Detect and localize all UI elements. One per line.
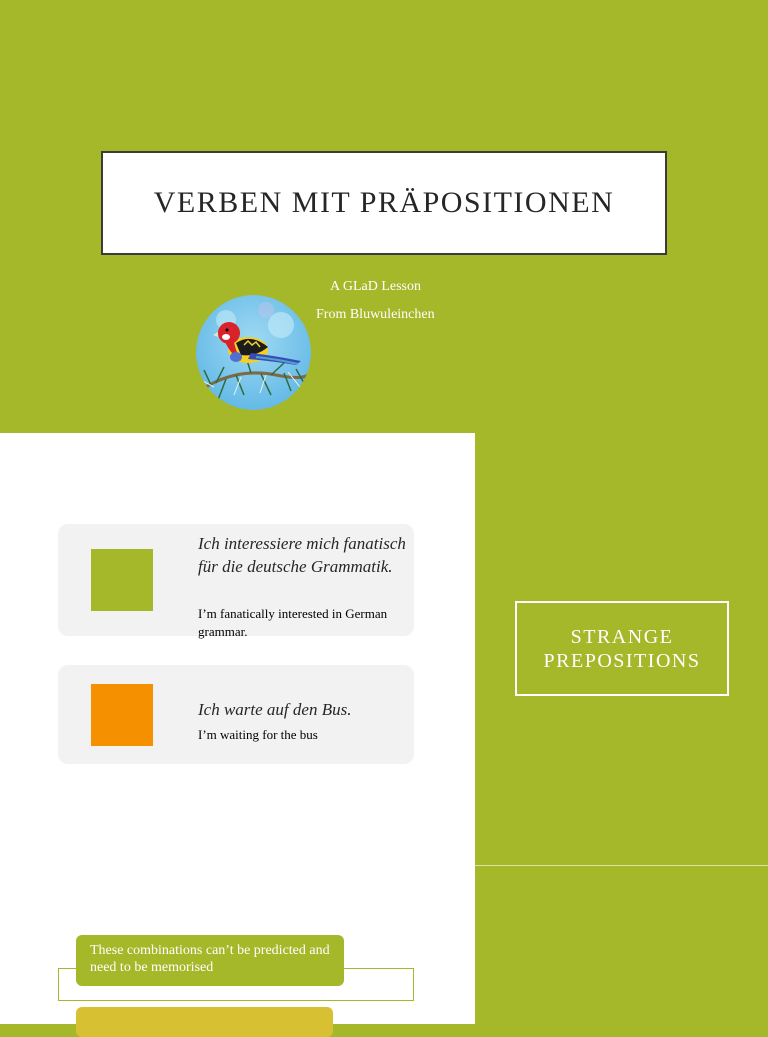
english-translation: I’m fanatically interested in German grammar.	[198, 606, 388, 639]
german-sentence: Ich interessiere mich fanatisch für die deutsche Grammatik.	[198, 534, 406, 576]
divider	[475, 865, 768, 866]
note-callout: These combinations can’t be predicted and need to be memorised	[76, 935, 344, 986]
subtitle-lesson: A GLaD Lesson	[330, 279, 421, 294]
bird-image	[196, 295, 311, 410]
title-slide	[0, 0, 768, 433]
side-heading: STRANGE PREPOSITIONS	[543, 625, 701, 672]
side-heading-box	[515, 601, 729, 696]
english-translation: I’m waiting for the bus	[198, 727, 318, 742]
example-card	[58, 524, 414, 639]
note-callout-secondary	[76, 1007, 333, 1037]
subtitle-author: From Bluwuleinchen	[316, 307, 435, 322]
color-swatch	[91, 684, 153, 746]
color-swatch	[91, 549, 153, 611]
side-panel	[475, 433, 768, 865]
page-title: VERBEN MIT PRÄPOSITIONEN	[153, 186, 615, 219]
german-sentence: Ich warte auf den Bus.	[198, 700, 352, 719]
content-panel	[0, 433, 475, 1024]
example-card	[58, 665, 414, 764]
title-box	[101, 151, 667, 255]
